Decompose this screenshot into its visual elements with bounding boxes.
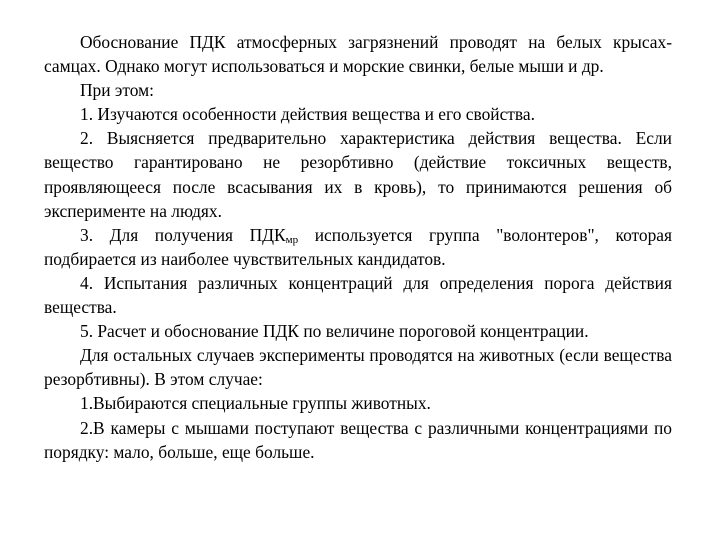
document-body [44, 30, 672, 464]
animal-step-2: 2.В камеры с мышами поступают вещества с различными концентрациями по порядку: мало, больше, еще больше. [44, 417, 672, 462]
list-item-4: 4. Испытания различных концентраций для определения порога действия вещества. [44, 272, 672, 318]
paragraph-other-cases: Для остальных случаев эксперименты проводятся на животных (если вещества резорбтивны). В этом случае: [44, 345, 672, 390]
list-item-2: 2. Выясняется предварительно характеристика действия вещества. Если вещество гарантировано не резорбтивно (действие токсичных веществ, проявляющееся после всасывания их в кровь), то принимаются решения об эксперименте на людях. [44, 128, 672, 221]
list-item-3-start: 3. Для получения ПДК [80, 224, 286, 245]
pdk-subscript: мр [285, 233, 299, 246]
paragraph-intro: Обоснование ПДК атмосферных загрязнений проводят на белых крысах-самцах. Однако могут использоваться и морские свинки, белые мыши и др. [44, 32, 672, 77]
list-item-3 [44, 223, 672, 271]
animal-step-1: 1.Выбираются специальные группы животных. [80, 393, 431, 414]
paragraph-pri-etom: При этом: [80, 80, 154, 101]
list-item-5: 5. Расчет и обоснование ПДК по величине пороговой концентрации. [80, 321, 589, 342]
list-item-3-rest: используется группа "волонтеров", которая подбирается из наиболее чувствительных кандидатов. [44, 224, 673, 269]
list-item-1: 1. Изучаются особенности действия вещества и его свойства. [80, 104, 535, 125]
